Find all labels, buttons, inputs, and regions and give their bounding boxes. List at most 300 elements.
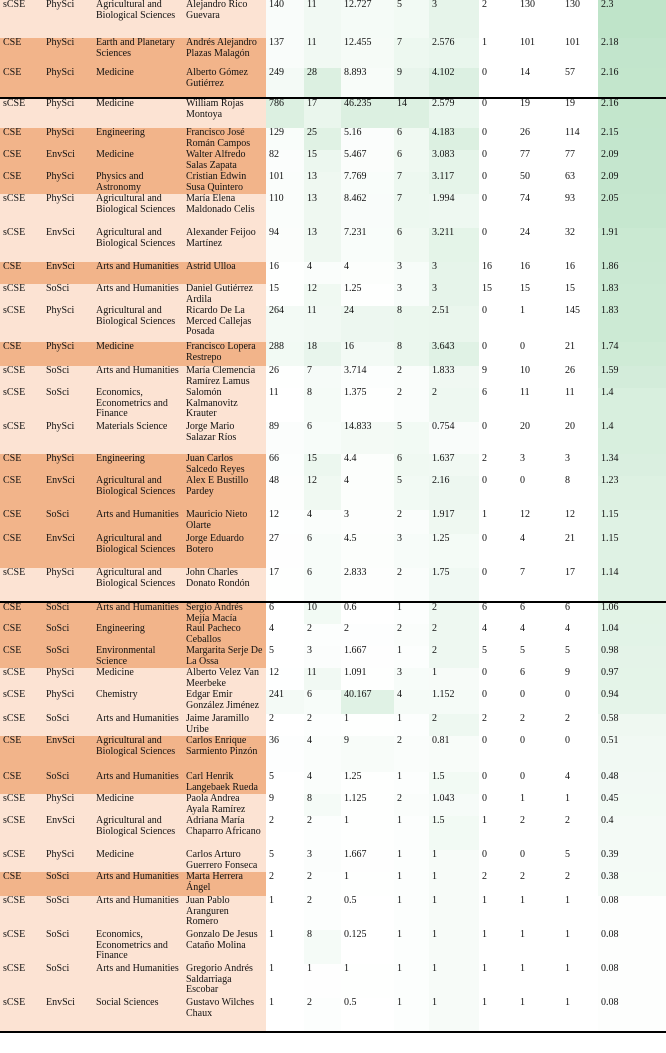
type-cell: CSE (0, 454, 43, 476)
v8-cell: 101 (562, 38, 598, 68)
type-cell: CSE (0, 342, 43, 366)
type-cell: CSE (0, 510, 43, 534)
v6-cell: 0 (479, 228, 515, 262)
v1-cell: 11 (266, 388, 304, 422)
area-cell: SoSci (43, 284, 93, 306)
v7-cell: 20 (515, 422, 562, 454)
v2-cell: 11 (304, 668, 341, 690)
name-cell: Astrid Ulloa (183, 262, 266, 284)
v5-cell: 1.5 (429, 772, 479, 794)
v5-cell: 1 (429, 930, 479, 964)
v1-cell: 2 (266, 714, 304, 736)
v3-cell: 3.714 (341, 366, 394, 388)
v7-cell: 14 (515, 68, 562, 98)
type-cell: sCSE (0, 98, 43, 128)
v3-cell: 1.091 (341, 668, 394, 690)
type-cell: CSE (0, 872, 43, 896)
name-cell: Raul Pacheco Ceballos (183, 624, 266, 646)
v4-cell: 1 (394, 714, 429, 736)
v3-cell: 1.375 (341, 388, 394, 422)
v5-cell: 1 (429, 964, 479, 998)
v7-cell: 2 (515, 714, 562, 736)
v6-cell: 0 (479, 150, 515, 172)
v7-cell: 1 (515, 930, 562, 964)
v2-cell: 3 (304, 646, 341, 668)
area-cell: SoSci (43, 646, 93, 668)
name-cell: María Clemencia Ramírez Lamus (183, 366, 266, 388)
v6-cell: 0 (479, 476, 515, 510)
table-row (0, 646, 666, 668)
v6-cell: 1 (479, 510, 515, 534)
score-cell: 1.14 (598, 568, 666, 602)
v3-cell: 0.5 (341, 998, 394, 1032)
table-row (0, 510, 666, 534)
v3-cell: 1.667 (341, 850, 394, 872)
v6-cell: 0 (479, 306, 515, 342)
v1-cell: 241 (266, 690, 304, 714)
v8-cell: 19 (562, 98, 598, 128)
type-cell: CSE (0, 736, 43, 772)
field-cell: Medicine (93, 150, 183, 172)
v4-cell: 1 (394, 930, 429, 964)
v1-cell: 1 (266, 896, 304, 930)
v5-cell: 2.579 (429, 98, 479, 128)
v2-cell: 18 (304, 342, 341, 366)
v8-cell: 0 (562, 690, 598, 714)
type-cell: CSE (0, 646, 43, 668)
name-cell: Jaime Jaramillo Uribe (183, 714, 266, 736)
v6-cell: 0 (479, 172, 515, 194)
score-cell: 1.91 (598, 228, 666, 262)
v4-cell: 1 (394, 816, 429, 850)
v5-cell: 3.083 (429, 150, 479, 172)
v5-cell: 2 (429, 714, 479, 736)
v2-cell: 6 (304, 568, 341, 602)
v6-cell: 0 (479, 568, 515, 602)
v7-cell: 15 (515, 284, 562, 306)
v7-cell: 1 (515, 794, 562, 816)
name-cell: Sergio Andrés Mejía Macía (183, 602, 266, 624)
name-cell: Jorge Mario Salazar Ríos (183, 422, 266, 454)
v3-cell: 2.833 (341, 568, 394, 602)
field-cell: Agricultural and Biological Sciences (93, 736, 183, 772)
field-cell: Agricultural and Biological Sciences (93, 194, 183, 228)
v5-cell: 2 (429, 602, 479, 624)
v4-cell: 1 (394, 872, 429, 896)
area-cell: SoSci (43, 772, 93, 794)
v5-cell: 3 (429, 262, 479, 284)
v1-cell: 2 (266, 872, 304, 896)
table-row (0, 476, 666, 510)
type-cell: CSE (0, 602, 43, 624)
field-cell: Engineering (93, 128, 183, 150)
v4-cell: 7 (394, 194, 429, 228)
v5-cell: 1 (429, 896, 479, 930)
v1-cell: 110 (266, 194, 304, 228)
score-cell: 0.51 (598, 736, 666, 772)
v1-cell: 4 (266, 624, 304, 646)
table-row (0, 714, 666, 736)
v5-cell: 1.994 (429, 194, 479, 228)
v2-cell: 13 (304, 172, 341, 194)
type-cell: sCSE (0, 284, 43, 306)
v5-cell: 1.25 (429, 534, 479, 568)
v2-cell: 8 (304, 930, 341, 964)
v7-cell: 1 (515, 896, 562, 930)
name-cell: Carlos Enrique Sarmiento Pinzón (183, 736, 266, 772)
v3-cell: 7.231 (341, 228, 394, 262)
table-row (0, 736, 666, 772)
score-cell: 2.18 (598, 38, 666, 68)
v8-cell: 5 (562, 646, 598, 668)
type-cell: sCSE (0, 964, 43, 998)
v2-cell: 11 (304, 0, 341, 38)
area-cell: PhySci (43, 342, 93, 366)
v6-cell: 2 (479, 0, 515, 38)
field-cell: Agricultural and Biological Sciences (93, 228, 183, 262)
v3-cell: 1 (341, 872, 394, 896)
v2-cell: 2 (304, 714, 341, 736)
v6-cell: 0 (479, 68, 515, 98)
v4-cell: 2 (394, 736, 429, 772)
v1-cell: 264 (266, 306, 304, 342)
name-cell: Jorge Eduardo Botero (183, 534, 266, 568)
v8-cell: 1 (562, 964, 598, 998)
area-cell: PhySci (43, 794, 93, 816)
v2-cell: 3 (304, 850, 341, 872)
area-cell: SoSci (43, 964, 93, 998)
type-cell: CSE (0, 262, 43, 284)
v5-cell: 1.917 (429, 510, 479, 534)
v2-cell: 11 (304, 306, 341, 342)
name-cell: Walter Alfredo Salas Zapata (183, 150, 266, 172)
v8-cell: 26 (562, 366, 598, 388)
v6-cell: 2 (479, 872, 515, 896)
v4-cell: 1 (394, 772, 429, 794)
type-cell: sCSE (0, 422, 43, 454)
score-cell: 0.58 (598, 714, 666, 736)
v1-cell: 6 (266, 602, 304, 624)
table-row (0, 534, 666, 568)
v4-cell: 2 (394, 388, 429, 422)
v1-cell: 12 (266, 510, 304, 534)
table-row (0, 998, 666, 1032)
score-cell: 1.86 (598, 262, 666, 284)
v4-cell: 8 (394, 306, 429, 342)
v2-cell: 13 (304, 228, 341, 262)
area-cell: PhySci (43, 98, 93, 128)
v7-cell: 0 (515, 342, 562, 366)
v6-cell: 0 (479, 736, 515, 772)
field-cell: Medicine (93, 794, 183, 816)
v8-cell: 3 (562, 454, 598, 476)
v2-cell: 4 (304, 772, 341, 794)
v3-cell: 9 (341, 736, 394, 772)
name-cell: Alejandro Rico Guevara (183, 0, 266, 38)
table-row (0, 228, 666, 262)
score-cell: 2.15 (598, 128, 666, 150)
field-cell: Arts and Humanities (93, 284, 183, 306)
v7-cell: 101 (515, 38, 562, 68)
field-cell: Social Sciences (93, 998, 183, 1032)
v8-cell: 16 (562, 262, 598, 284)
v2-cell: 8 (304, 794, 341, 816)
table-row (0, 850, 666, 872)
v1-cell: 26 (266, 366, 304, 388)
v5-cell: 4.102 (429, 68, 479, 98)
area-cell: EnvSci (43, 228, 93, 262)
v7-cell: 3 (515, 454, 562, 476)
v1-cell: 288 (266, 342, 304, 366)
area-cell: SoSci (43, 388, 93, 422)
score-cell: 0.4 (598, 816, 666, 850)
type-cell: sCSE (0, 896, 43, 930)
area-cell: PhySci (43, 454, 93, 476)
area-cell: SoSci (43, 602, 93, 624)
area-cell: PhySci (43, 172, 93, 194)
v7-cell: 26 (515, 128, 562, 150)
score-cell: 2.16 (598, 68, 666, 98)
v1-cell: 137 (266, 38, 304, 68)
v6-cell: 2 (479, 714, 515, 736)
v2-cell: 15 (304, 150, 341, 172)
v3-cell: 5.16 (341, 128, 394, 150)
v4-cell: 2 (394, 624, 429, 646)
table-row (0, 896, 666, 930)
v7-cell: 4 (515, 624, 562, 646)
name-cell: Cristian Edwin Susa Quintero (183, 172, 266, 194)
v7-cell: 4 (515, 534, 562, 568)
name-cell: Edgar Emir González Jiménez (183, 690, 266, 714)
v2-cell: 6 (304, 422, 341, 454)
v8-cell: 145 (562, 306, 598, 342)
v6-cell: 1 (479, 930, 515, 964)
field-cell: Environmental Science (93, 646, 183, 668)
area-cell: PhySci (43, 68, 93, 98)
v2-cell: 2 (304, 872, 341, 896)
v4-cell: 5 (394, 476, 429, 510)
score-cell: 1.4 (598, 388, 666, 422)
v4-cell: 1 (394, 602, 429, 624)
v3-cell: 40.167 (341, 690, 394, 714)
score-cell: 1.74 (598, 342, 666, 366)
name-cell: María Elena Maldonado Celis (183, 194, 266, 228)
score-cell: 2.09 (598, 150, 666, 172)
name-cell: Francisco José Román Campos (183, 128, 266, 150)
field-cell: Medicine (93, 342, 183, 366)
table-row (0, 98, 666, 128)
v3-cell: 1.125 (341, 794, 394, 816)
v5-cell: 1 (429, 850, 479, 872)
table-row (0, 194, 666, 228)
v2-cell: 4 (304, 262, 341, 284)
field-cell: Agricultural and Biological Sciences (93, 568, 183, 602)
v6-cell: 0 (479, 422, 515, 454)
v1-cell: 48 (266, 476, 304, 510)
field-cell: Economics, Econometrics and Finance (93, 930, 183, 964)
v4-cell: 2 (394, 794, 429, 816)
v2-cell: 2 (304, 896, 341, 930)
type-cell: CSE (0, 38, 43, 68)
table-row (0, 690, 666, 714)
v6-cell: 1 (479, 38, 515, 68)
v2-cell: 7 (304, 366, 341, 388)
v8-cell: 8 (562, 476, 598, 510)
v6-cell: 15 (479, 284, 515, 306)
v7-cell: 77 (515, 150, 562, 172)
v2-cell: 4 (304, 736, 341, 772)
area-cell: EnvSci (43, 998, 93, 1032)
type-cell: sCSE (0, 930, 43, 964)
v8-cell: 2 (562, 816, 598, 850)
type-cell: sCSE (0, 816, 43, 850)
field-cell: Arts and Humanities (93, 262, 183, 284)
v8-cell: 1 (562, 794, 598, 816)
score-cell: 0.97 (598, 668, 666, 690)
type-cell: sCSE (0, 388, 43, 422)
v4-cell: 1 (394, 964, 429, 998)
v8-cell: 57 (562, 68, 598, 98)
area-cell: SoSci (43, 872, 93, 896)
area-cell: PhySci (43, 568, 93, 602)
v3-cell: 12.455 (341, 38, 394, 68)
field-cell: Arts and Humanities (93, 510, 183, 534)
name-cell: William Rojas Montoya (183, 98, 266, 128)
v6-cell: 0 (479, 194, 515, 228)
v8-cell: 2 (562, 872, 598, 896)
v1-cell: 101 (266, 172, 304, 194)
v4-cell: 2 (394, 366, 429, 388)
name-cell: Carl Henrik Langebaek Rueda (183, 772, 266, 794)
score-cell: 1.59 (598, 366, 666, 388)
v3-cell: 4.4 (341, 454, 394, 476)
v7-cell: 2 (515, 872, 562, 896)
v8-cell: 20 (562, 422, 598, 454)
field-cell: Agricultural and Biological Sciences (93, 0, 183, 38)
v8-cell: 6 (562, 602, 598, 624)
v4-cell: 6 (394, 454, 429, 476)
v7-cell: 1 (515, 998, 562, 1032)
v4-cell: 6 (394, 128, 429, 150)
field-cell: Economics, Econometrics and Finance (93, 388, 183, 422)
field-cell: Agricultural and Biological Sciences (93, 816, 183, 850)
type-cell: sCSE (0, 668, 43, 690)
score-cell: 2.09 (598, 172, 666, 194)
v2-cell: 15 (304, 454, 341, 476)
field-cell: Physics and Astronomy (93, 172, 183, 194)
name-cell: Andrés Alejandro Plazas Malagón (183, 38, 266, 68)
v2-cell: 1 (304, 964, 341, 998)
name-cell: Juan Carlos Salcedo Reyes (183, 454, 266, 476)
area-cell: SoSci (43, 930, 93, 964)
v4-cell: 3 (394, 668, 429, 690)
v1-cell: 129 (266, 128, 304, 150)
type-cell: CSE (0, 772, 43, 794)
v1-cell: 140 (266, 0, 304, 38)
v2-cell: 4 (304, 510, 341, 534)
score-cell: 1.83 (598, 284, 666, 306)
area-cell: PhySci (43, 422, 93, 454)
v5-cell: 1.75 (429, 568, 479, 602)
v3-cell: 24 (341, 306, 394, 342)
score-cell: 0.98 (598, 646, 666, 668)
v2-cell: 12 (304, 476, 341, 510)
table-row (0, 602, 666, 624)
v6-cell: 0 (479, 534, 515, 568)
v3-cell: 4 (341, 262, 394, 284)
table-row (0, 964, 666, 998)
v1-cell: 1 (266, 998, 304, 1032)
v2-cell: 17 (304, 98, 341, 128)
name-cell: Mauricio Nieto Olarte (183, 510, 266, 534)
v7-cell: 2 (515, 816, 562, 850)
v8-cell: 0 (562, 736, 598, 772)
v8-cell: 32 (562, 228, 598, 262)
v7-cell: 5 (515, 646, 562, 668)
name-cell: Alberto Gómez Gutiérrez (183, 68, 266, 98)
score-cell: 0.48 (598, 772, 666, 794)
field-cell: Chemistry (93, 690, 183, 714)
table-row (0, 38, 666, 68)
score-cell: 0.08 (598, 964, 666, 998)
v3-cell: 3 (341, 510, 394, 534)
v8-cell: 1 (562, 998, 598, 1032)
area-cell: PhySci (43, 38, 93, 68)
score-cell: 2.05 (598, 194, 666, 228)
area-cell: EnvSci (43, 262, 93, 284)
type-cell: sCSE (0, 366, 43, 388)
v4-cell: 3 (394, 534, 429, 568)
score-cell: 1.83 (598, 306, 666, 342)
v5-cell: 0.754 (429, 422, 479, 454)
v1-cell: 27 (266, 534, 304, 568)
v4-cell: 1 (394, 896, 429, 930)
v5-cell: 2.51 (429, 306, 479, 342)
v4-cell: 3 (394, 284, 429, 306)
score-cell: 0.39 (598, 850, 666, 872)
v4-cell: 3 (394, 262, 429, 284)
v3-cell: 5.467 (341, 150, 394, 172)
v3-cell: 4 (341, 476, 394, 510)
v2-cell: 10 (304, 602, 341, 624)
name-cell: Carlos Arturo Guerrero Fonseca (183, 850, 266, 872)
area-cell: EnvSci (43, 534, 93, 568)
v4-cell: 6 (394, 228, 429, 262)
v8-cell: 114 (562, 128, 598, 150)
v7-cell: 6 (515, 668, 562, 690)
v5-cell: 2.576 (429, 38, 479, 68)
v5-cell: 1.833 (429, 366, 479, 388)
v8-cell: 1 (562, 896, 598, 930)
v8-cell: 11 (562, 388, 598, 422)
table-row (0, 306, 666, 342)
field-cell: Arts and Humanities (93, 714, 183, 736)
v5-cell: 1.152 (429, 690, 479, 714)
name-cell: Alberto Velez Van Meerbeke (183, 668, 266, 690)
name-cell: Gustavo Wilches Chaux (183, 998, 266, 1032)
name-cell: Gonzalo De Jesus Cataño Molina (183, 930, 266, 964)
field-cell: Agricultural and Biological Sciences (93, 306, 183, 342)
v8-cell: 2 (562, 714, 598, 736)
field-cell: Arts and Humanities (93, 964, 183, 998)
v8-cell: 21 (562, 342, 598, 366)
v6-cell: 1 (479, 998, 515, 1032)
table-row (0, 150, 666, 172)
v8-cell: 21 (562, 534, 598, 568)
name-cell: Francisco Lopera Restrepo (183, 342, 266, 366)
v4-cell: 4 (394, 690, 429, 714)
v6-cell: 0 (479, 342, 515, 366)
